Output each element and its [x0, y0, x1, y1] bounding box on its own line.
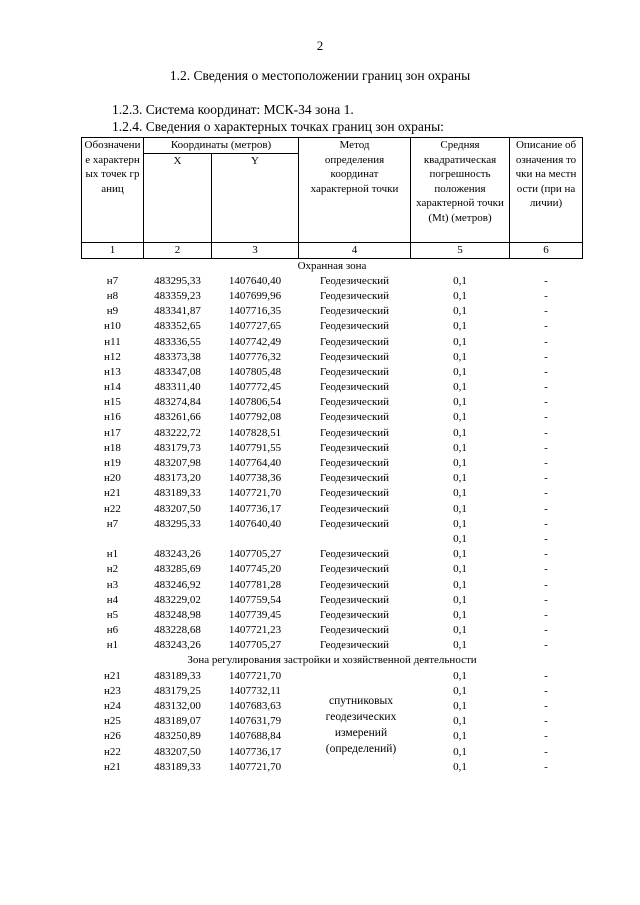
- point-id-cell: н23: [104, 684, 121, 697]
- column-index-3: 3: [212, 242, 299, 258]
- error-cell: 0,1: [453, 350, 467, 363]
- coord-x-cell: 483189,33: [154, 487, 201, 500]
- coord-x-cell: 483243,26: [154, 639, 201, 652]
- method-cell: Геодезический: [319, 593, 390, 606]
- point-id-cell: н10: [104, 320, 121, 333]
- method-note-line: (определений): [325, 743, 397, 755]
- table-row: [82, 380, 583, 395]
- error-cell: 0,1: [453, 745, 467, 758]
- coord-x-cell: 483228,68: [154, 624, 201, 637]
- coord-y-cell: 1407699,96: [228, 289, 282, 302]
- description-cell: -: [544, 608, 548, 621]
- method-note: [298, 693, 424, 757]
- description-cell: -: [544, 715, 548, 728]
- error-cell: 0,1: [453, 502, 467, 515]
- coord-x-cell: 483207,98: [154, 457, 201, 470]
- error-cell: 0,1: [453, 320, 467, 333]
- table-row: [82, 517, 583, 532]
- coord-x-cell: 483207,50: [154, 502, 201, 515]
- point-id-cell: н1: [106, 548, 119, 561]
- error-cell: 0,1: [453, 472, 467, 485]
- description-cell: -: [544, 760, 548, 773]
- table-row: [82, 456, 583, 471]
- error-cell: 0,1: [453, 730, 467, 743]
- method-cell: Геодезический: [319, 381, 390, 394]
- description-cell: -: [544, 365, 548, 378]
- header-coordinates: Координаты (метров): [144, 138, 299, 154]
- coord-y-cell: 1407742,49: [228, 335, 282, 348]
- point-id-cell: н3: [106, 578, 119, 591]
- description-cell: -: [544, 381, 548, 394]
- table-row: [82, 623, 583, 638]
- point-id-cell: н2: [106, 563, 119, 576]
- table-row: [82, 562, 583, 577]
- table-row: [82, 365, 583, 380]
- error-cell: 0,1: [453, 684, 467, 697]
- method-note-line: измерений: [334, 727, 388, 739]
- table-row: [82, 638, 583, 653]
- coord-y-cell: 1407759,54: [228, 593, 282, 606]
- header-method: Метод определения координат характерной точки: [299, 138, 411, 243]
- coord-x-cell: 483173,20: [154, 472, 201, 485]
- boundary-points-table: [81, 137, 583, 775]
- description-cell: -: [544, 563, 548, 576]
- header-x: X: [144, 153, 212, 242]
- description-cell: -: [544, 684, 548, 697]
- error-cell: 0,1: [453, 608, 467, 621]
- error-cell: 0,1: [453, 517, 467, 530]
- method-cell: Геодезический: [319, 289, 390, 302]
- error-cell: 0,1: [453, 715, 467, 728]
- point-id-cell: н12: [104, 350, 121, 363]
- coord-y-cell: [212, 532, 299, 547]
- description-cell: -: [544, 396, 548, 409]
- method-cell: Геодезический: [319, 411, 390, 424]
- description-cell: -: [544, 578, 548, 591]
- error-cell: 0,1: [453, 532, 467, 545]
- header-description: Описание обозначения точки на местности (при наличии): [510, 138, 583, 243]
- coord-x-cell: 483179,25: [154, 684, 201, 697]
- point-id-cell: н4: [106, 593, 119, 606]
- method-cell: Геодезический: [319, 517, 390, 530]
- coord-y-cell: 1407805,48: [228, 365, 282, 378]
- page-number: 2: [316, 38, 324, 53]
- point-id-cell: н19: [104, 457, 121, 470]
- point-id-cell: н17: [104, 426, 121, 439]
- coord-y-cell: 1407688,84: [228, 730, 282, 743]
- column-index-5: 5: [411, 242, 510, 258]
- method-cell: Геодезический: [319, 472, 390, 485]
- description-cell: -: [544, 502, 548, 515]
- description-cell: -: [544, 548, 548, 561]
- zone-name: Зона регулирования застройки и хозяйственной деятельности: [187, 654, 477, 667]
- coord-x-cell: 483250,89: [154, 730, 201, 743]
- coord-y-cell: 1407736,17: [228, 502, 282, 515]
- table-row: [82, 410, 583, 425]
- section-title: 1.2. Сведения о местоположении границ зон охраны: [169, 68, 471, 83]
- table-row: [82, 319, 583, 334]
- method-cell: Геодезический: [319, 548, 390, 561]
- method-cell: Геодезический: [319, 624, 390, 637]
- coord-y-cell: 1407806,54: [228, 396, 282, 409]
- method-cell: Геодезический: [319, 335, 390, 348]
- description-cell: -: [544, 320, 548, 333]
- point-id-cell: н9: [106, 305, 119, 318]
- point-id-cell: н21: [104, 669, 121, 682]
- coord-y-cell: 1407721,70: [228, 669, 282, 682]
- error-cell: 0,1: [453, 487, 467, 500]
- description-cell: -: [544, 624, 548, 637]
- coord-x-cell: 483295,33: [154, 517, 201, 530]
- coord-x-cell: 483336,55: [154, 335, 201, 348]
- description-cell: -: [544, 457, 548, 470]
- point-id-cell: н20: [104, 472, 121, 485]
- table-row: [82, 486, 583, 501]
- method-cell: Геодезический: [319, 502, 390, 515]
- description-cell: -: [544, 305, 548, 318]
- point-id-cell: н16: [104, 411, 121, 424]
- coord-x-cell: 483189,07: [154, 715, 201, 728]
- coord-y-cell: 1407776,32: [228, 350, 282, 363]
- error-cell: 0,1: [453, 411, 467, 424]
- point-id-cell: н5: [106, 608, 119, 621]
- point-id-cell: н25: [104, 715, 121, 728]
- table-row: [82, 532, 583, 547]
- coord-y-cell: 1407732,11: [229, 684, 281, 697]
- method-cell: Геодезический: [319, 578, 390, 591]
- coord-y-cell: 1407738,36: [228, 472, 282, 485]
- method-cell: [299, 532, 411, 547]
- method-cell: Геодезический: [319, 426, 390, 439]
- coord-x-cell: 483246,92: [154, 578, 201, 591]
- method-cell: Геодезический: [319, 608, 390, 621]
- table-row: [82, 274, 583, 289]
- table-row: [82, 760, 583, 775]
- error-cell: 0,1: [453, 593, 467, 606]
- table-row: [82, 502, 583, 517]
- coordinate-system-line: 1.2.3. Система координат: МСК-34 зона 1.: [112, 102, 354, 117]
- coord-x-cell: 483347,08: [154, 365, 201, 378]
- point-id-cell: н7: [106, 517, 119, 530]
- error-cell: 0,1: [453, 365, 467, 378]
- description-cell: -: [544, 335, 548, 348]
- column-index-1: 1: [82, 242, 144, 258]
- coord-y-cell: 1407721,70: [228, 760, 282, 773]
- point-id-cell: н26: [104, 730, 121, 743]
- description-cell: -: [544, 517, 548, 530]
- error-cell: 0,1: [453, 700, 467, 713]
- method-note-line: геодезических: [325, 711, 397, 723]
- coord-y-cell: 1407683,63: [228, 700, 282, 713]
- point-id-cell: н6: [106, 624, 119, 637]
- error-cell: 0,1: [453, 548, 467, 561]
- error-cell: 0,1: [453, 457, 467, 470]
- coord-x-cell: 483243,26: [154, 548, 201, 561]
- point-id-cell: н1: [106, 639, 119, 652]
- coord-y-cell: 1407792,08: [228, 411, 282, 424]
- table-row: [82, 471, 583, 486]
- method-cell: [299, 669, 411, 684]
- coord-x-cell: 483222,72: [154, 426, 201, 439]
- method-cell: Геодезический: [319, 365, 390, 378]
- table-row: [82, 593, 583, 608]
- point-id-cell: н13: [104, 365, 121, 378]
- header-y: Y: [212, 153, 299, 242]
- column-index-4: 4: [299, 242, 411, 258]
- error-cell: 0,1: [453, 305, 467, 318]
- method-cell: Геодезический: [319, 639, 390, 652]
- error-cell: 0,1: [453, 274, 467, 287]
- coord-y-cell: 1407772,45: [228, 381, 282, 394]
- point-id-cell: н11: [104, 335, 121, 348]
- description-cell: -: [544, 289, 548, 302]
- error-cell: 0,1: [453, 426, 467, 439]
- coord-y-cell: 1407727,65: [228, 320, 282, 333]
- coord-y-cell: 1407739,45: [228, 608, 282, 621]
- method-cell: Геодезический: [319, 350, 390, 363]
- method-cell: Геодезический: [319, 441, 390, 454]
- method-cell: [299, 760, 411, 775]
- coord-x-cell: 483207,50: [154, 745, 201, 758]
- point-id-cell: [82, 532, 144, 547]
- error-cell: 0,1: [453, 441, 467, 454]
- table-row: [82, 304, 583, 319]
- description-cell: -: [544, 639, 548, 652]
- description-cell: -: [544, 426, 548, 439]
- point-id-cell: н22: [104, 745, 121, 758]
- table-row: [82, 669, 583, 684]
- error-cell: 0,1: [453, 639, 467, 652]
- table-row: [82, 608, 583, 623]
- coord-y-cell: 1407716,35: [228, 305, 282, 318]
- error-cell: 0,1: [453, 381, 467, 394]
- coord-x-cell: 483229,02: [154, 593, 201, 606]
- method-cell: Геодезический: [319, 305, 390, 318]
- coord-y-cell: 1407764,40: [228, 457, 282, 470]
- error-cell: 0,1: [453, 760, 467, 773]
- error-cell: 0,1: [453, 563, 467, 576]
- point-id-cell: н24: [104, 700, 121, 713]
- coord-y-cell: 1407791,55: [228, 441, 282, 454]
- coord-x-cell: 483311,40: [154, 381, 201, 394]
- point-id-cell: н15: [104, 396, 121, 409]
- description-cell: -: [544, 745, 548, 758]
- description-cell: -: [544, 274, 548, 287]
- coord-y-cell: 1407736,17: [228, 745, 282, 758]
- table-row: [82, 350, 583, 365]
- method-cell: Геодезический: [319, 563, 390, 576]
- table-row: [82, 441, 583, 456]
- coord-x-cell: 483248,98: [154, 608, 201, 621]
- coord-y-cell: 1407721,70: [228, 487, 282, 500]
- description-cell: -: [544, 730, 548, 743]
- header-designation: Обозначение характерных точек границ: [82, 138, 144, 243]
- point-id-cell: н22: [104, 502, 121, 515]
- coord-x-cell: 483341,87: [154, 305, 201, 318]
- coord-x-cell: 483295,33: [154, 274, 201, 287]
- description-cell: -: [544, 532, 548, 545]
- method-note-line: спутниковых: [328, 695, 393, 707]
- coord-x-cell: [144, 532, 212, 547]
- description-cell: -: [544, 700, 548, 713]
- point-id-cell: н14: [104, 381, 121, 394]
- column-index-6: 6: [510, 242, 583, 258]
- coord-x-cell: 483261,66: [154, 411, 201, 424]
- table-row: [82, 426, 583, 441]
- coord-y-cell: 1407745,20: [228, 563, 282, 576]
- coord-y-cell: 1407640,40: [228, 517, 282, 530]
- zone-header-row: [82, 653, 583, 668]
- error-cell: 0,1: [453, 335, 467, 348]
- error-cell: 0,1: [453, 289, 467, 302]
- coord-y-cell: 1407705,27: [228, 548, 282, 561]
- coord-x-cell: 483352,65: [154, 320, 201, 333]
- coord-y-cell: 1407721,23: [228, 624, 282, 637]
- header-error: Средняя квадратическая погрешность положения характерной точки (Mt) (метров): [411, 138, 510, 243]
- point-id-cell: н18: [104, 441, 121, 454]
- coord-x-cell: 483285,69: [154, 563, 201, 576]
- error-cell: 0,1: [453, 578, 467, 591]
- error-cell: 0,1: [453, 396, 467, 409]
- points-title-line: 1.2.4. Сведения о характерных точках границ зон охраны:: [112, 119, 444, 134]
- zone-name: Охранная зона: [297, 259, 367, 272]
- coord-x-cell: 483132,00: [154, 700, 201, 713]
- error-cell: 0,1: [453, 624, 467, 637]
- description-cell: -: [544, 593, 548, 606]
- point-id-cell: н21: [104, 760, 121, 773]
- coord-y-cell: 1407640,40: [228, 274, 282, 287]
- table-row: [82, 334, 583, 349]
- method-cell: Геодезический: [319, 457, 390, 470]
- coord-y-cell: 1407828,51: [228, 426, 282, 439]
- description-cell: -: [544, 487, 548, 500]
- method-cell: Геодезический: [319, 487, 390, 500]
- point-id-cell: н8: [106, 289, 119, 302]
- point-id-cell: н21: [104, 487, 121, 500]
- table-row: [82, 547, 583, 562]
- column-index-row: [82, 242, 583, 258]
- point-id-cell: н7: [106, 274, 119, 287]
- description-cell: -: [544, 411, 548, 424]
- zone-header-row: [82, 258, 583, 274]
- method-cell: Геодезический: [319, 320, 390, 333]
- coord-y-cell: 1407631,79: [228, 715, 282, 728]
- table-row: [82, 577, 583, 592]
- description-cell: -: [544, 472, 548, 485]
- coord-x-cell: 483189,33: [154, 669, 201, 682]
- description-cell: -: [544, 441, 548, 454]
- coord-y-cell: 1407705,27: [228, 639, 282, 652]
- coord-x-cell: 483189,33: [154, 760, 201, 773]
- table-row: [82, 289, 583, 304]
- method-cell: Геодезический: [319, 274, 390, 287]
- column-index-2: 2: [144, 242, 212, 258]
- coord-x-cell: 483274,84: [154, 396, 201, 409]
- coord-x-cell: 483179,73: [154, 441, 201, 454]
- error-cell: 0,1: [453, 669, 467, 682]
- method-cell: Геодезический: [319, 396, 390, 409]
- coord-x-cell: 483359,23: [154, 289, 201, 302]
- coord-x-cell: 483373,38: [154, 350, 201, 363]
- description-cell: -: [544, 669, 548, 682]
- table-row: [82, 395, 583, 410]
- coord-y-cell: 1407781,28: [228, 578, 282, 591]
- description-cell: -: [544, 350, 548, 363]
